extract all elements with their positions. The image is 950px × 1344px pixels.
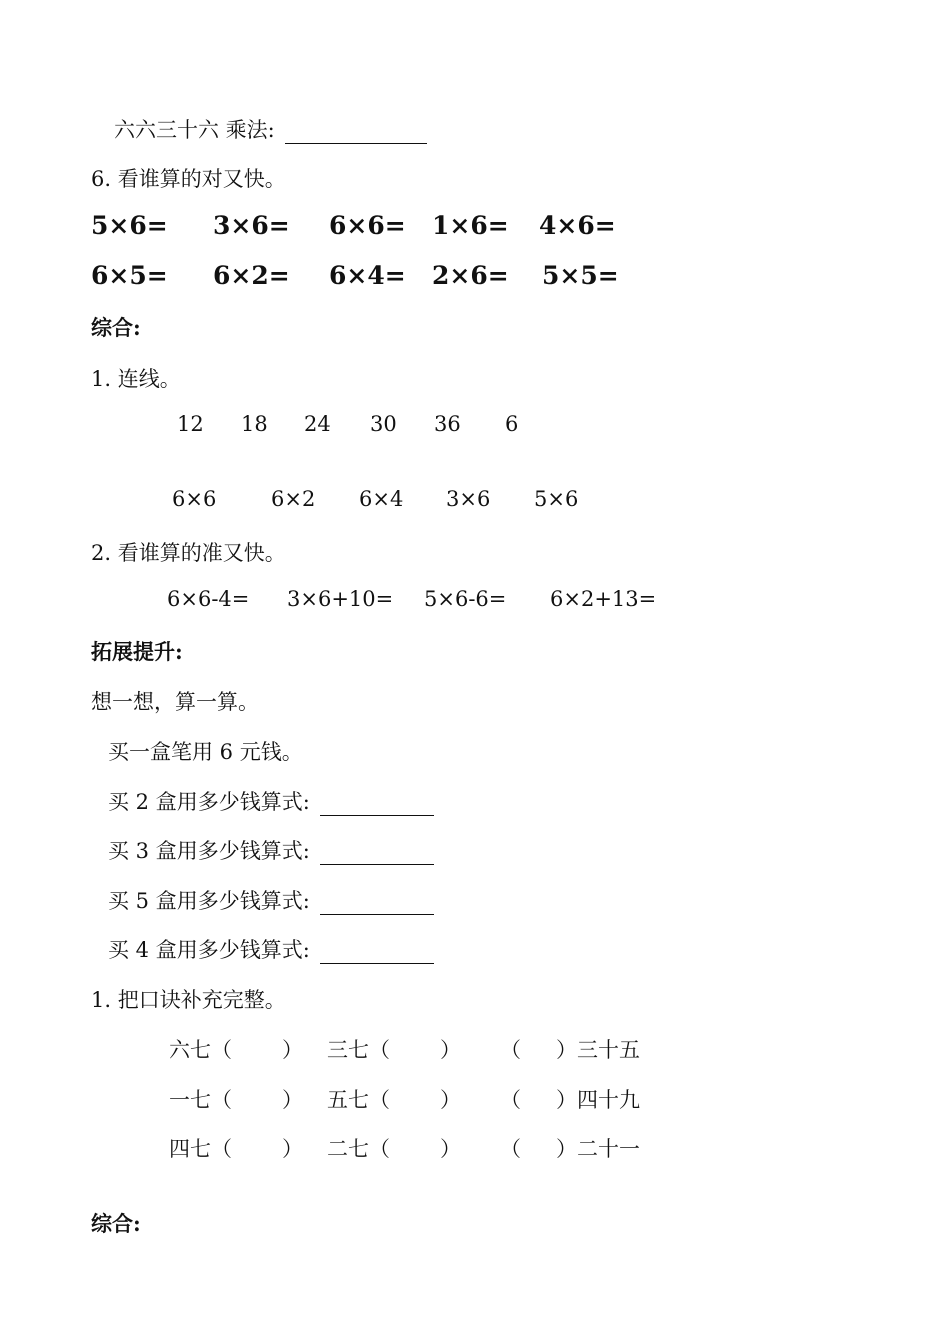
rhyme-close: ） [282, 1137, 303, 1161]
section-heading: 综合: [91, 1211, 141, 1236]
think-line-label: 买 4 盒用多少钱算式: [108, 938, 310, 962]
rhyme-open: （ [500, 1137, 521, 1161]
complete-title: 1. 把口诀补充完整。 [91, 988, 286, 1012]
rhyme-start: 四七（ [169, 1137, 232, 1161]
calc2-item: 6×6-4= [167, 587, 250, 611]
connect-title: 1. 连线。 [91, 367, 181, 391]
connect-expression[interactable]: 6×2 [271, 487, 316, 511]
rhyme-close: ） [440, 1088, 461, 1112]
section-heading: 拓展提升: [91, 639, 183, 664]
connect-number[interactable]: 12 [177, 412, 204, 436]
think-line [108, 885, 434, 915]
answer-blank[interactable] [320, 892, 434, 915]
think-intro: 买一盒笔用 6 元钱。 [108, 740, 303, 764]
q6-item: 6×5= [91, 261, 168, 290]
q6-item: 6×4= [329, 261, 406, 290]
connect-number[interactable]: 18 [241, 412, 268, 436]
connect-number[interactable]: 36 [434, 412, 461, 436]
calc2-item: 5×6-6= [424, 587, 507, 611]
think-line-label: 买 2 盒用多少钱算式: [108, 790, 310, 814]
rhyme-start: 一七（ [169, 1088, 232, 1112]
rhyme-close: ） [282, 1038, 303, 1062]
q6-item: 2×6= [432, 261, 509, 290]
connect-expression[interactable]: 3×6 [446, 487, 491, 511]
rhyme-close: ） [440, 1038, 461, 1062]
rhyme-start: 六七（ [169, 1038, 232, 1062]
rhyme-end: ）四十九 [556, 1088, 640, 1112]
calc2-item: 6×2+13= [550, 587, 657, 611]
connect-expression[interactable]: 5×6 [534, 487, 579, 511]
rhyme-start: 五七（ [327, 1088, 390, 1112]
rhyme-end: ）二十一 [556, 1137, 640, 1161]
complete-row [0, 1034, 950, 1064]
rhyme-start: 三七（ [327, 1038, 390, 1062]
answer-blank[interactable] [320, 941, 434, 964]
rhyme-open: （ [500, 1088, 521, 1112]
q6-item: 4×6= [539, 211, 616, 240]
think-line-label: 买 5 盒用多少钱算式: [108, 889, 310, 913]
think-line [108, 835, 434, 865]
connect-number[interactable]: 30 [370, 412, 397, 436]
answer-blank[interactable] [320, 793, 434, 816]
q6-title: 6. 看谁算的对又快。 [91, 167, 286, 191]
rhyme-close: ） [282, 1088, 303, 1112]
complete-row [0, 1084, 950, 1114]
connect-expression[interactable]: 6×4 [359, 487, 404, 511]
rhyme-open: （ [500, 1038, 521, 1062]
q6-item: 6×2= [213, 261, 290, 290]
q6-item: 1×6= [432, 211, 509, 240]
section-heading: 综合: [91, 315, 141, 340]
rhyme-start: 二七（ [327, 1137, 390, 1161]
connect-expression[interactable]: 6×6 [172, 487, 217, 511]
calc2-item: 3×6+10= [287, 587, 394, 611]
answer-blank[interactable] [320, 842, 434, 865]
q6-item: 5×5= [542, 261, 619, 290]
complete-row [0, 1133, 950, 1163]
top-line-text: 六六三十六 乘法: [114, 118, 275, 142]
top-line [114, 114, 427, 144]
q6-item: 3×6= [213, 211, 290, 240]
think-line-label: 买 3 盒用多少钱算式: [108, 839, 310, 863]
connect-number[interactable]: 6 [505, 412, 519, 436]
answer-blank[interactable] [285, 121, 427, 144]
rhyme-close: ） [440, 1137, 461, 1161]
think-line [108, 934, 434, 964]
connect-number[interactable]: 24 [304, 412, 331, 436]
rhyme-end: ）三十五 [556, 1038, 640, 1062]
think-title: 想一想，算一算。 [91, 690, 259, 714]
think-line [108, 786, 434, 816]
calc2-title: 2. 看谁算的准又快。 [91, 541, 286, 565]
q6-item: 6×6= [329, 211, 406, 240]
q6-item: 5×6= [91, 211, 168, 240]
